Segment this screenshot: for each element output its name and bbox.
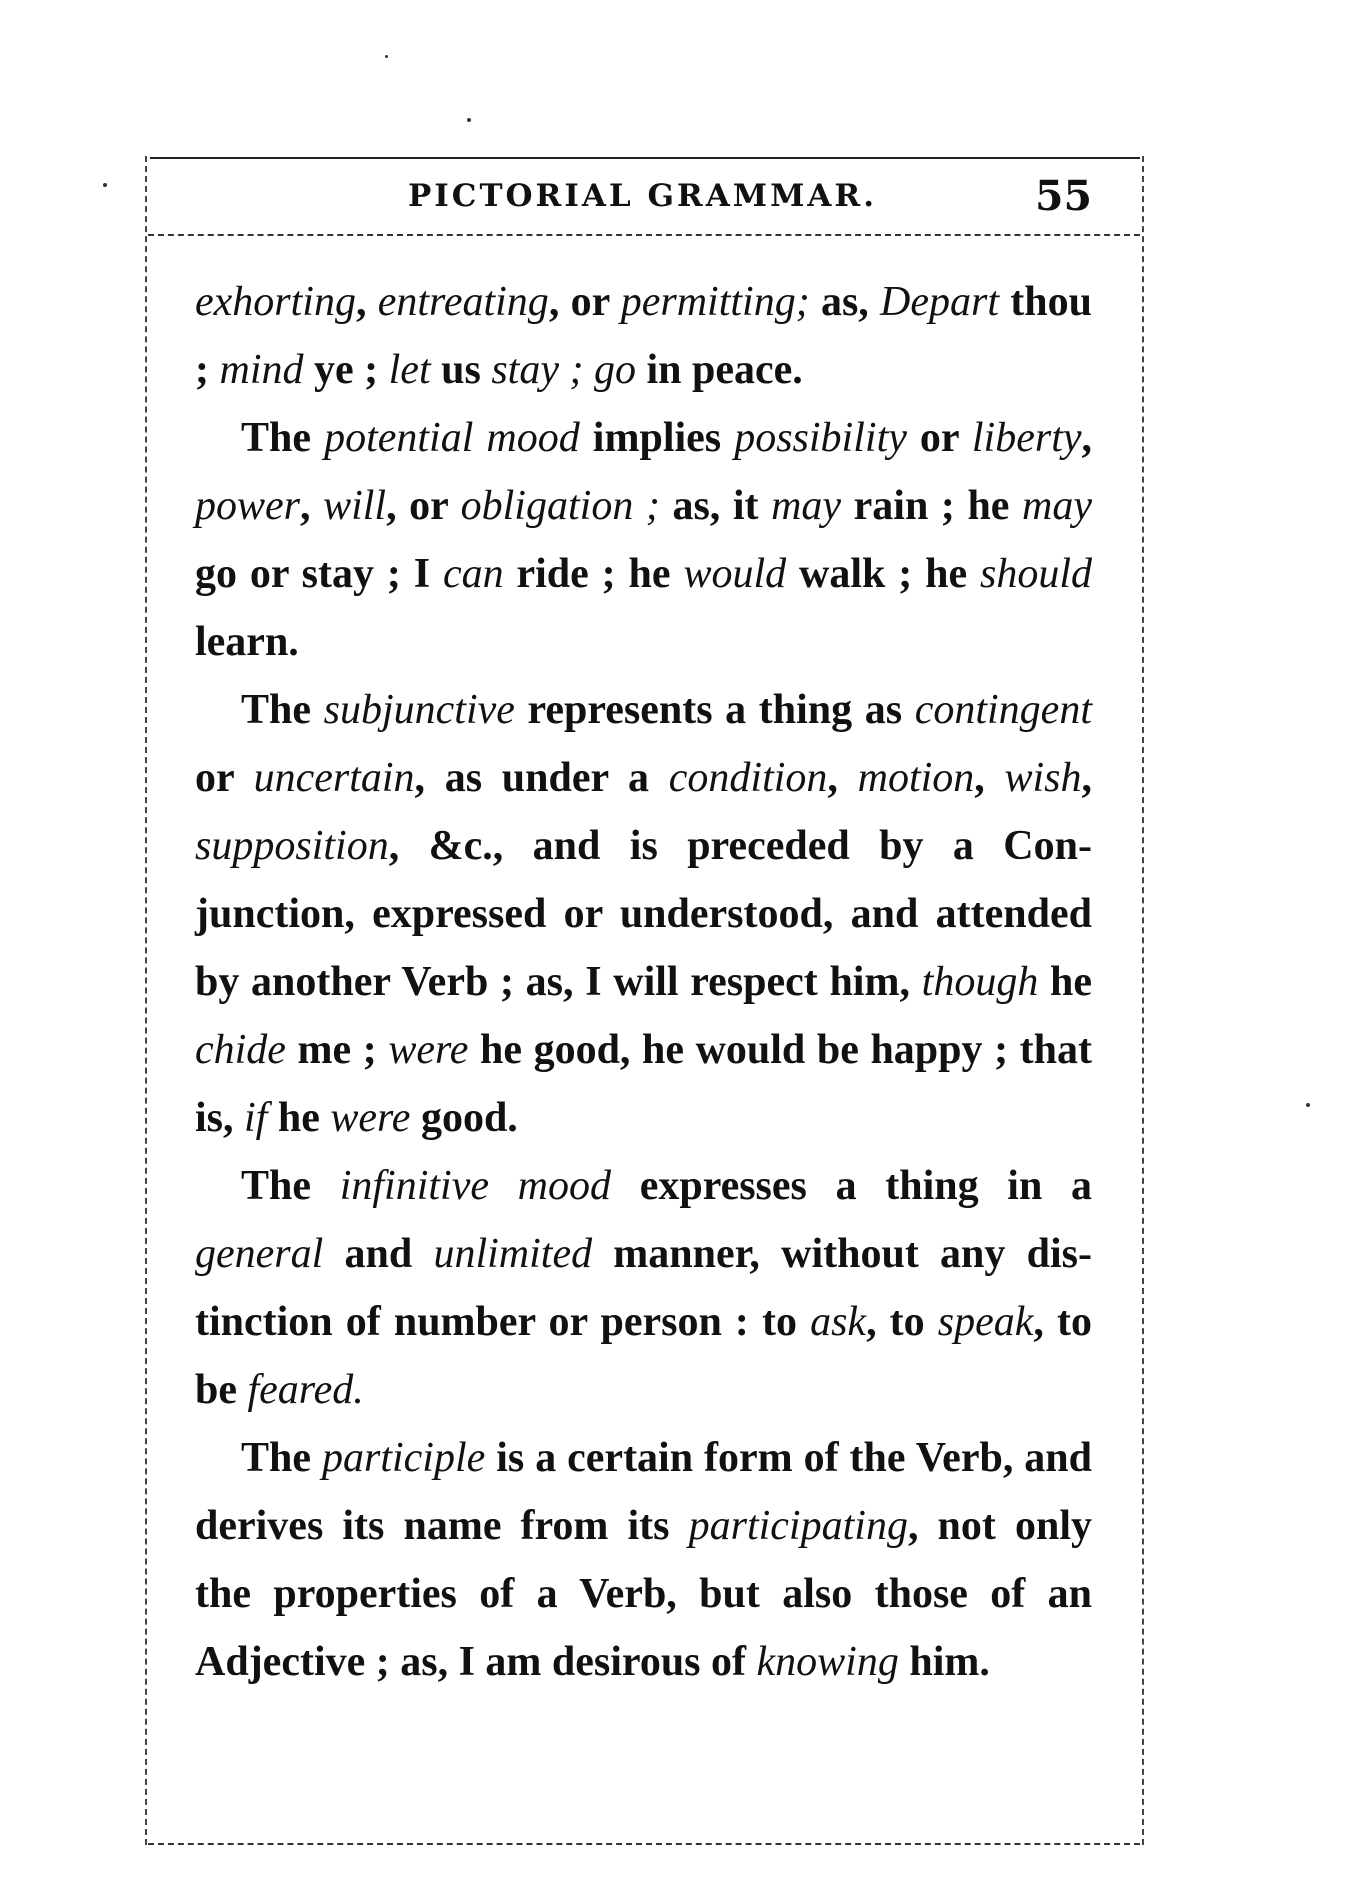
italic-run: feared. [247,1367,364,1413]
text-run: in peace. [635,347,803,393]
italic-run: possibility [734,415,907,461]
italic-run: condition [668,755,828,801]
italic-run: if [244,1095,268,1141]
italic-run: uncertain [253,755,415,801]
text-run: ride ; he [503,551,684,597]
text-run: , [355,279,378,325]
text-run: The [241,687,324,733]
text-run: and [323,1231,434,1277]
text-run: , [827,755,858,801]
page-number: 55 [1034,172,1092,220]
text-run: he good, he would be happy ; that is, [195,1027,1092,1141]
italic-run: will [323,483,387,529]
text-run: , or [548,279,621,325]
text-run: The [241,415,325,461]
scan-speck [467,118,471,122]
text-run: or [906,415,972,461]
running-head [145,172,1140,222]
italic-run: infinitive mood [339,1163,612,1209]
italic-run: were [330,1095,411,1141]
italic-run: speak [937,1299,1034,1345]
italic-run: stay ; go [491,347,636,393]
italic-run: can [442,551,504,597]
italic-run: motion [857,755,975,801]
top-rule [150,157,1140,159]
text-run: ye ; [303,347,389,393]
text-run: , to be [195,1299,1092,1413]
paragraph-subjunctive [195,676,1092,1152]
text-run: as, it [659,483,772,529]
scan-speck [1306,1103,1310,1107]
italic-run: let [388,347,431,393]
text-run: represents a thing as [514,687,915,733]
italic-run: may [1022,483,1093,529]
paragraph-potential-mood [195,404,1092,676]
text-run: him. [898,1639,990,1685]
text-run: thou ; [195,279,1093,393]
text-run: he [1038,959,1093,1005]
italic-run: knowing [756,1639,899,1685]
text-run: me ; [285,1027,389,1073]
bottom-rule [148,1843,1140,1845]
italic-run: power [195,483,300,529]
text-run: good. [410,1095,518,1141]
text-run: , or [386,483,461,529]
italic-run: may [771,483,842,529]
text-run: , [300,483,324,529]
text-run: us [430,347,492,393]
text-run: , [1081,755,1093,801]
text-run: rain ; he [841,483,1023,529]
italic-run: general [195,1231,324,1277]
text-run: as, [809,279,881,325]
scan-speck [103,183,107,187]
italic-run: unlimited [433,1231,593,1277]
text-run: , not only the properties of a Verb, but also those of an Adjective ; as, I am desirous of [195,1503,1093,1685]
italic-run: chide [195,1027,286,1073]
italic-run: potential mood [324,415,580,461]
paragraph-infinitive-mood [195,1152,1092,1424]
text-run: go or stay ; I [195,551,443,597]
italic-run: obligation ; [460,483,660,529]
italic-run: entreating [377,279,549,325]
italic-run: supposition [195,823,389,869]
text-run: learn. [195,619,299,665]
italic-run: wish [1004,755,1082,801]
text-run: manner, without any distinction of number or person : to [195,1231,1092,1345]
italic-run: though [921,959,1039,1005]
text-run: he [267,1095,331,1141]
text-run: expresses a thing in a [611,1163,1092,1209]
text-run: , [974,755,1005,801]
italic-run: exhorting [195,279,356,325]
text-run: The [241,1435,322,1481]
italic-run: subjunctive [323,687,515,733]
italic-run: liberty [971,415,1082,461]
paragraph-imperative-continued [195,268,1092,404]
header-rule [148,234,1140,236]
italic-run: Depart [880,279,1000,325]
italic-run: were [388,1027,469,1073]
text-run: implies [579,415,735,461]
text-run: , to [866,1299,938,1345]
running-title: PICTORIAL GRAMMAR. [408,178,877,214]
italic-run: mind [219,347,304,393]
text-body [195,268,1092,1696]
italic-run: contingent [914,687,1092,733]
italic-run: permitting; [620,279,810,325]
text-run: or [195,755,254,801]
text-run: walk ; he [786,551,980,597]
paragraph-participle [195,1424,1092,1696]
text-run: , as under a [414,755,669,801]
italic-run: participle [321,1435,486,1481]
italic-run: participating [688,1503,908,1549]
text-run: The [241,1163,340,1209]
text-run: , &c., and is preceded by a Conjunction, expressed or understood, and attended by another Verb ; as, I will respect him, [195,823,1092,1005]
italic-run: should [980,551,1093,597]
text-run: is a certain form of the Verb, and derives its name from its [195,1435,1092,1549]
italic-run: ask [810,1299,867,1345]
text-run: , [1081,415,1093,461]
scan-speck [385,55,388,58]
italic-run: would [683,551,787,597]
